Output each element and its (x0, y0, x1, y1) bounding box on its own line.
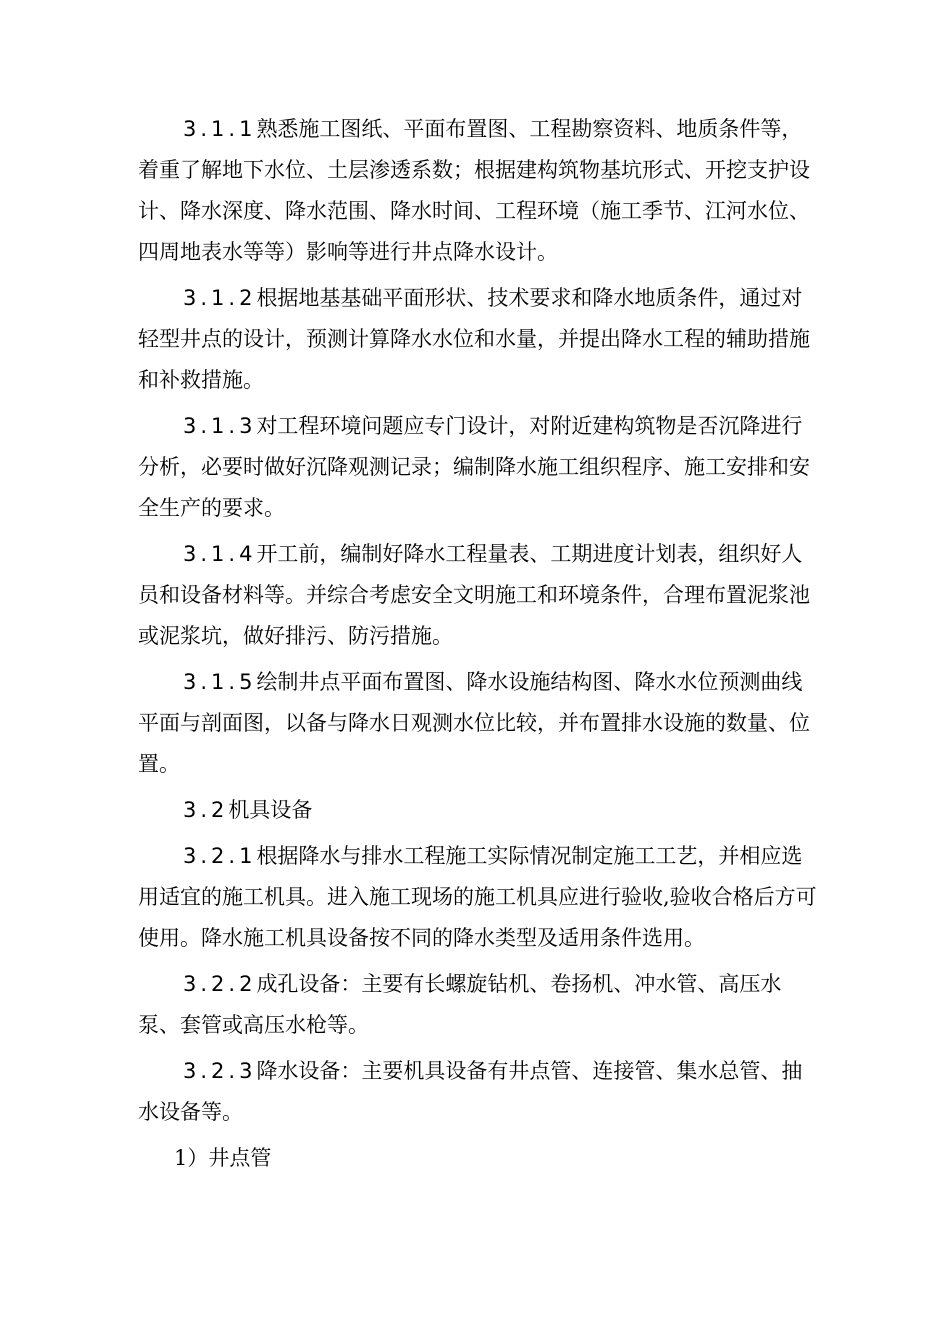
paragraph-3-2-3 (138, 1051, 818, 1133)
paragraph-3-2-1 (138, 836, 818, 959)
paragraph-text: 对工程环境问题应专门设计，对附近建构筑物是否沉降进行分析，必要时做好沉降观测记录；编制降水施工组织程序、施工安排和安全生产的要求。 (138, 414, 810, 520)
paragraph-3-1-4 (138, 534, 818, 657)
paragraph-text: 开工前，编制好降水工程量表、工期进度计划表，组织好人员和设备材料等。并综合考虑安全文明施工和环境条件，合理布置泥浆池或泥浆坑，做好排污、防污措施。 (138, 542, 810, 648)
section-number: 3.2 (183, 798, 229, 822)
paragraph-text: 绘制井点平面布置图、降水设施结构图、降水水位预测曲线平面与剖面图，以备与降水日观测水位比较，并布置排水设施的数量、位置。 (138, 670, 810, 776)
clause-number: 3.2.2 (183, 972, 257, 996)
clause-number: 3.1.2 (183, 286, 257, 310)
list-item-well-point-pipe: 1）井点管 (174, 1146, 272, 1170)
paragraph-3-1-3 (138, 406, 818, 529)
clause-number: 3.1.5 (183, 670, 257, 694)
clause-number: 3.1.1 (183, 117, 257, 141)
clause-number: 3.1.3 (183, 414, 257, 438)
paragraph-text: 降水设备：主要机具设备有井点管、连接管、集水总管、抽水设备等。 (138, 1059, 803, 1124)
paragraph-text: 成孔设备：主要有长螺旋钻机、卷扬机、冲水管、高压水泵、套管或高压水枪等。 (138, 972, 782, 1037)
paragraph-text: 根据地基基础平面形状、技术要求和降水地质条件，通过对轻型井点的设计，预测计算降水水位和水量，并提出降水工程的辅助措施和补救措施。 (138, 286, 810, 392)
document-body (138, 109, 818, 1179)
paragraph-3-1-2 (138, 278, 818, 401)
paragraph-text: 根据降水与排水工程施工实际情况制定施工工艺，并相应选用适宜的施工机具。进入施工现场的施工机具应进行验收,验收合格后方可使用。降水施工机具设备按不同的降水类型及适用条件选用。 (138, 844, 817, 950)
section-heading-3-2 (138, 790, 818, 831)
section-title: 机具设备 (228, 798, 313, 822)
paragraph-3-1-1 (138, 109, 818, 273)
clause-number: 3.2.1 (183, 844, 257, 868)
paragraph-3-1-5 (138, 662, 818, 785)
paragraph-text: 熟悉施工图纸、平面布置图、工程勘察资料、地质条件等，着重了解地下水位、土层渗透系数；根据建构筑物基坑形式、开挖支护设计、降水深度、降水范围、降水时间、工程环境（施工季节、江河水位、四周地表水等等）影响等进行井点降水设计。 (138, 117, 810, 264)
clause-number: 3.1.4 (183, 542, 257, 566)
paragraph-3-2-2 (138, 964, 818, 1046)
clause-number: 3.2.3 (183, 1059, 257, 1083)
